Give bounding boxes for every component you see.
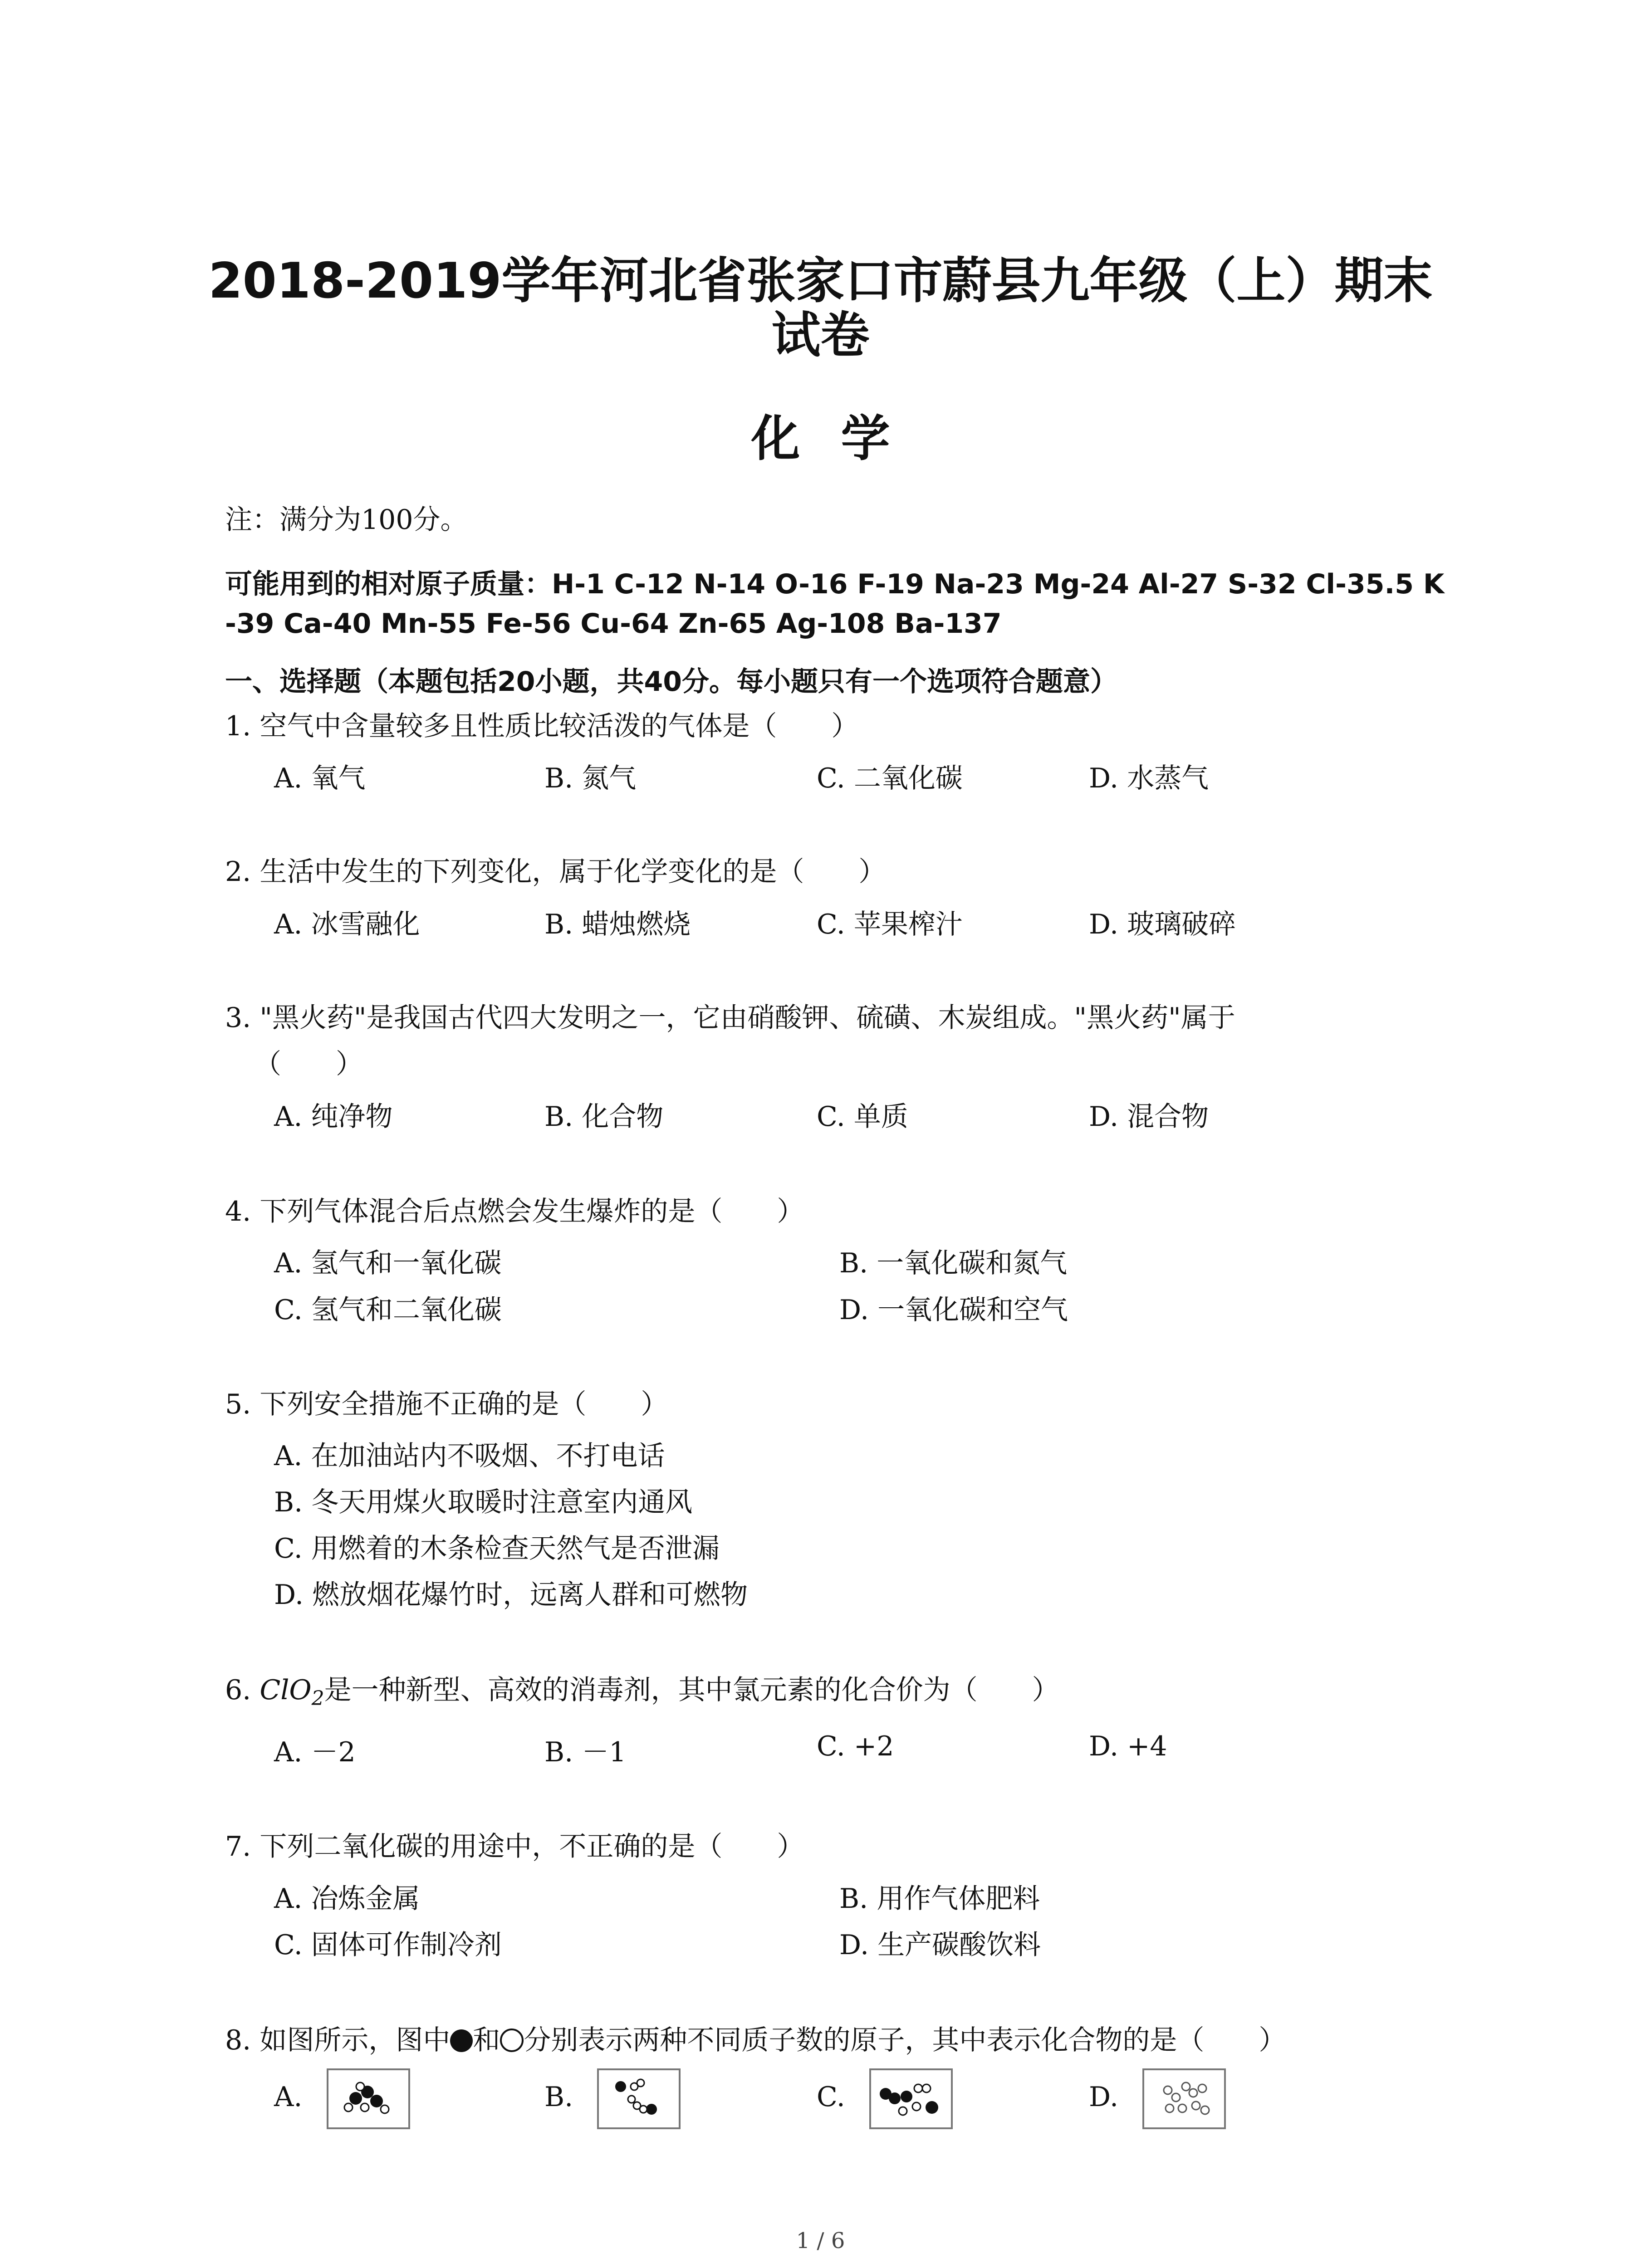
q8-option-c[interactable]: C. (817, 2081, 845, 2113)
q8-diagram-a (327, 2068, 410, 2129)
q5-option-b[interactable]: B. 冬天用煤火取暖时注意室内通风 (274, 1486, 693, 1518)
question-8-stem-b: 和 (473, 2024, 500, 2056)
question-1-stem: 1. 空气中含量较多且性质比较活泼的气体是（ ） (225, 710, 859, 742)
question-8-stem-c: 分别表示两种不同质子数的原子，其中表示化合物的是（ ） (524, 2024, 1286, 2056)
subject-title: 化学 (751, 411, 931, 467)
exam-title-line2: 试卷 (771, 307, 870, 364)
q5-option-a[interactable]: A. 在加油站内不吸烟、不打电话 (274, 1440, 665, 1472)
q1-option-c[interactable]: C. 二氧化碳 (817, 763, 963, 794)
molecule-diagram-a (328, 2070, 408, 2127)
question-6-stem-text: 是一种新型、高效的消毒剂，其中氯元素的化合价为（ ） (324, 1674, 1059, 1706)
q6-option-d[interactable]: D. +4 (1089, 1730, 1167, 1762)
filled-circle-icon (450, 2029, 473, 2052)
q7-option-d[interactable]: D. 生产碳酸饮料 (839, 1929, 1041, 1961)
exam-title-line1: 2018-2019学年河北省张家口市蔚县九年级（上）期末 (208, 253, 1433, 309)
question-6-stem (225, 1674, 1059, 1715)
q4-option-c[interactable]: C. 氢气和二氧化碳 (274, 1294, 502, 1326)
question-8-stem-a: 8. 如图所示，图中 (225, 2024, 451, 2056)
q4-option-a[interactable]: A. 氢气和一氧化碳 (274, 1247, 502, 1279)
q8-option-b[interactable]: B. (544, 2081, 573, 2113)
section-heading: 一、选择题（本题包括20小题，共40分。每小题只有一个选项符合题意） (225, 666, 1117, 698)
q7-option-c[interactable]: C. 固体可作制冷剂 (274, 1929, 502, 1961)
score-note: 注：满分为100分。 (225, 504, 468, 536)
q3-option-a[interactable]: A. 纯净物 (274, 1101, 393, 1133)
q4-option-d[interactable]: D. 一氧化碳和空气 (839, 1294, 1068, 1326)
q1-option-b[interactable]: B. 氮气 (544, 763, 637, 794)
question-6-number: 6. (225, 1674, 251, 1706)
q8-option-d[interactable]: D. (1089, 2081, 1119, 2113)
molecule-diagram-d (1144, 2070, 1224, 2127)
q3-option-b[interactable]: B. 化合物 (544, 1101, 664, 1133)
q8-diagram-b (597, 2068, 681, 2129)
atomic-masses-line2: -39 Ca-40 Mn-55 Fe-56 Cu-64 Zn-65 Ag-108 Ba-137 (225, 608, 1002, 640)
question-3-stem-cont: （ ） (254, 1048, 363, 1080)
q2-option-d[interactable]: D. 玻璃破碎 (1089, 909, 1236, 940)
molecule-diagram-b (599, 2070, 679, 2127)
formula-subscript: 2 (311, 1687, 324, 1710)
q3-option-d[interactable]: D. 混合物 (1089, 1101, 1209, 1133)
q6-option-b[interactable]: B. －1 (544, 1736, 627, 1768)
q1-option-a[interactable]: A. 氧气 (274, 763, 366, 794)
q2-option-b[interactable]: B. 蜡烛燃烧 (544, 909, 691, 940)
q2-option-c[interactable]: C. 苹果榨汁 (817, 909, 963, 940)
hollow-circle-icon (500, 2028, 524, 2052)
q8-diagram-c (869, 2068, 953, 2129)
q2-option-a[interactable]: A. 冰雪融化 (274, 909, 420, 940)
q4-option-b[interactable]: B. 一氧化碳和氮气 (839, 1247, 1068, 1279)
q6-option-a[interactable]: A. －2 (274, 1736, 356, 1768)
q7-option-b[interactable]: B. 用作气体肥料 (839, 1883, 1040, 1915)
q6-option-c[interactable]: C. +2 (817, 1730, 894, 1762)
q8-diagram-d (1142, 2068, 1226, 2129)
chemical-formula: ClO (260, 1674, 312, 1706)
question-3-stem: 3. "黑火药"是我国古代四大发明之一，它由硝酸钾、硫磺、木炭组成。"黑火药"属于 (225, 1002, 1235, 1034)
question-2-stem: 2. 生活中发生的下列变化，属于化学变化的是（ ） (225, 856, 886, 888)
q7-option-a[interactable]: A. 冶炼金属 (274, 1883, 420, 1915)
q3-option-c[interactable]: C. 单质 (817, 1101, 908, 1133)
page-number: 1 / 6 (796, 2228, 845, 2253)
question-8-stem (225, 2024, 1286, 2057)
q5-option-d[interactable]: D. 燃放烟花爆竹时，远离人群和可燃物 (274, 1579, 748, 1611)
atomic-masses-line1: 可能用到的相对原子质量：H-1 C-12 N-14 O-16 F-19 Na-23 Mg-24 Al-27 S-32 Cl-35.5 K (225, 568, 1445, 600)
question-4-stem: 4. 下列气体混合后点燃会发生爆炸的是（ ） (225, 1196, 804, 1227)
q1-option-d[interactable]: D. 水蒸气 (1089, 763, 1209, 794)
molecule-diagram-c (871, 2070, 951, 2127)
question-7-stem: 7. 下列二氧化碳的用途中，不正确的是（ ） (225, 1831, 804, 1862)
question-5-stem: 5. 下列安全措施不正确的是（ ） (225, 1388, 668, 1420)
q8-option-a[interactable]: A. (274, 2081, 303, 2113)
q5-option-c[interactable]: C. 用燃着的木条检查天然气是否泄漏 (274, 1533, 720, 1564)
